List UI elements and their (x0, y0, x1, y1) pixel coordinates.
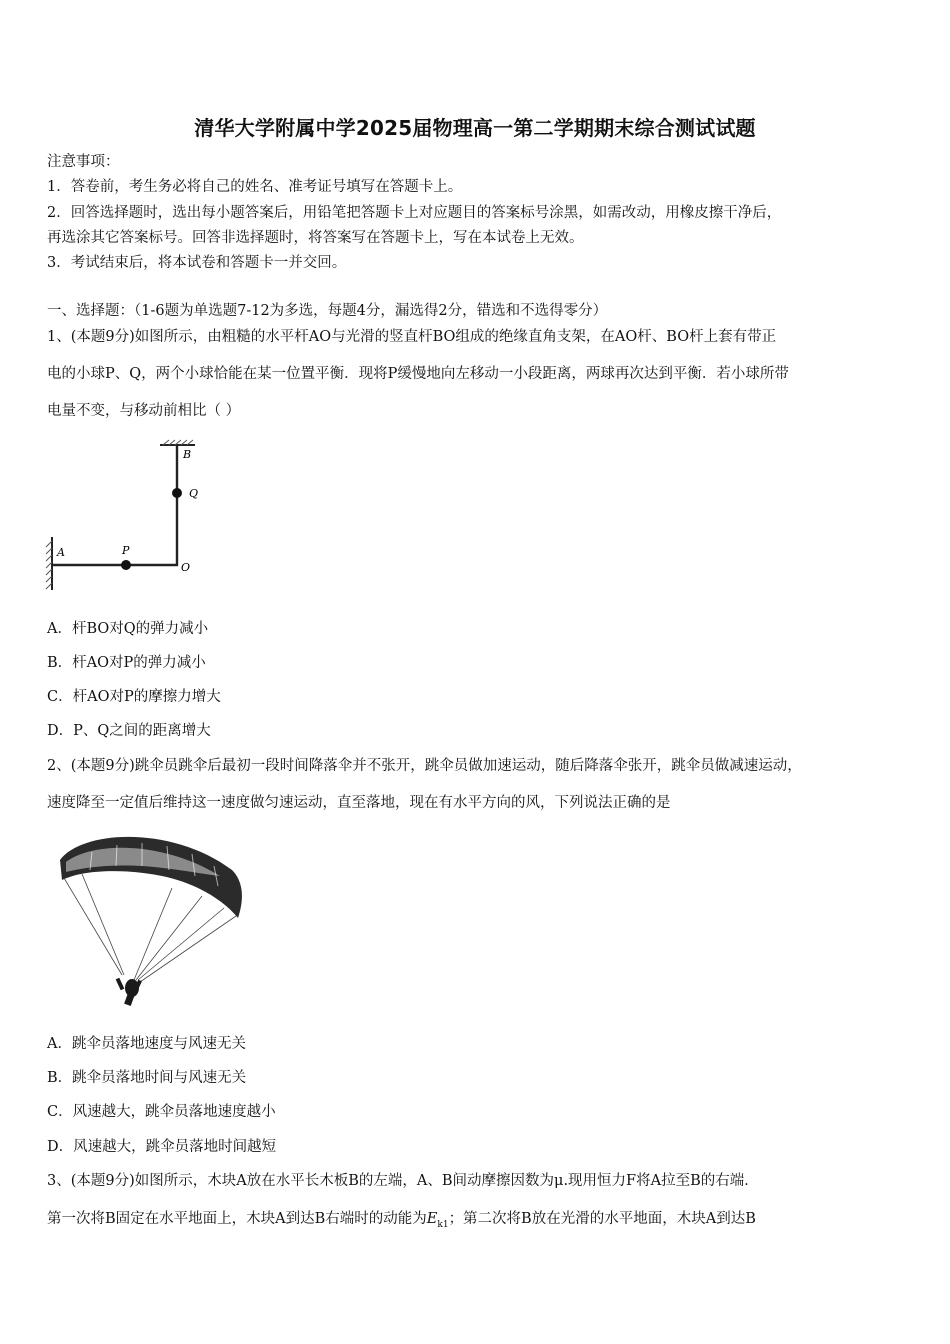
notice-item: 1．答卷前，考生务必将自己的姓名、准考证号填写在答题卡上。 (47, 179, 463, 195)
notice-heading: 注意事项： (47, 154, 120, 170)
q1-figure (45, 440, 205, 590)
notice-item: 3．考试结束后，将本试卷和答题卡一并交回。 (47, 255, 347, 271)
section-heading: 一、选择题：（1-6题为单选题7-12为多选，每题4分，漏选得2分，错选和不选得零分） (47, 303, 608, 319)
q2-option-a: A．跳伞员落地速度与风速无关 (47, 1036, 246, 1052)
q2-option-d: D．风速越大，跳伞员落地时间越短 (47, 1139, 277, 1155)
q3-text: 第一次将B固定在水平地面上，木块A到达B右端时的动能为 (47, 1211, 427, 1227)
label-p: P (122, 544, 130, 557)
q1-option-c: C．杆AO对P的摩擦力增大 (47, 689, 221, 705)
q1-text: 电量不变，与移动前相比（ ） (47, 403, 241, 419)
q1-text: 1、(本题9分)如图所示，由粗糙的水平杆AO与光滑的竖直杆BO组成的绝缘直角支架，在AO杆、BO杆上套有带正 (47, 329, 777, 345)
jumper (116, 978, 142, 1006)
kinetic-energy-subscript: k1 (437, 1219, 449, 1230)
q2-text: 2、(本题9分)跳伞员跳伞后最初一段时间降落伞并不张开，跳伞员做加速运动，随后降落伞张开，跳伞员做减速运动， (47, 758, 802, 774)
q3-text: ；第二次将B放在光滑的水平地面，木块A到达B (448, 1211, 756, 1227)
q1-option-b: B．杆AO对P的弹力减小 (47, 655, 206, 671)
q3-text-line2 (47, 1209, 756, 1235)
ball-p (121, 560, 131, 570)
page-title: 清华大学附属中学2025届物理高一第二学期期末综合测试试题 (194, 116, 756, 140)
q1-text: 电的小球P、Q，两个小球恰能在某一位置平衡．现将P缓慢地向左移动一小段距离，两球再次达到平衡．若小球所带 (47, 366, 789, 382)
label-o: O (181, 561, 191, 574)
q2-text: 速度降至一定值后维持这一速度做匀速运动，直至落地，现在有水平方向的风，下列说法正确的是 (47, 795, 671, 811)
notice-item: 2．回答选择题时，选出每小题答案后，用铅笔把答题卡上对应题目的答案标号涂黑，如需改动，用橡皮擦干净后， (47, 205, 782, 221)
label-b: B (183, 448, 192, 461)
parachute-figure (52, 830, 252, 1010)
q2-option-b: B．跳伞员落地时间与风速无关 (47, 1070, 247, 1086)
q2-option-c: C．风速越大，跳伞员落地速度越小 (47, 1104, 276, 1120)
ball-q (172, 488, 182, 498)
kinetic-energy-symbol: E (426, 1211, 438, 1227)
label-a: A (57, 546, 65, 559)
q3-text: 3、(本题9分)如图所示，木块A放在水平长木板B的左端，A、B间动摩擦因数为μ.现用恒力F将A拉至B的右端． (47, 1173, 759, 1189)
notice-item: 再选涂其它答案标号。回答非选择题时，将答案写在答题卡上，写在本试卷上无效。 (47, 230, 584, 246)
q1-option-a: A．杆BO对Q的弹力减小 (47, 621, 209, 637)
q1-option-d: D．P、Q之间的距离增大 (47, 723, 211, 739)
canopy (60, 837, 242, 918)
label-q: Q (189, 487, 199, 500)
